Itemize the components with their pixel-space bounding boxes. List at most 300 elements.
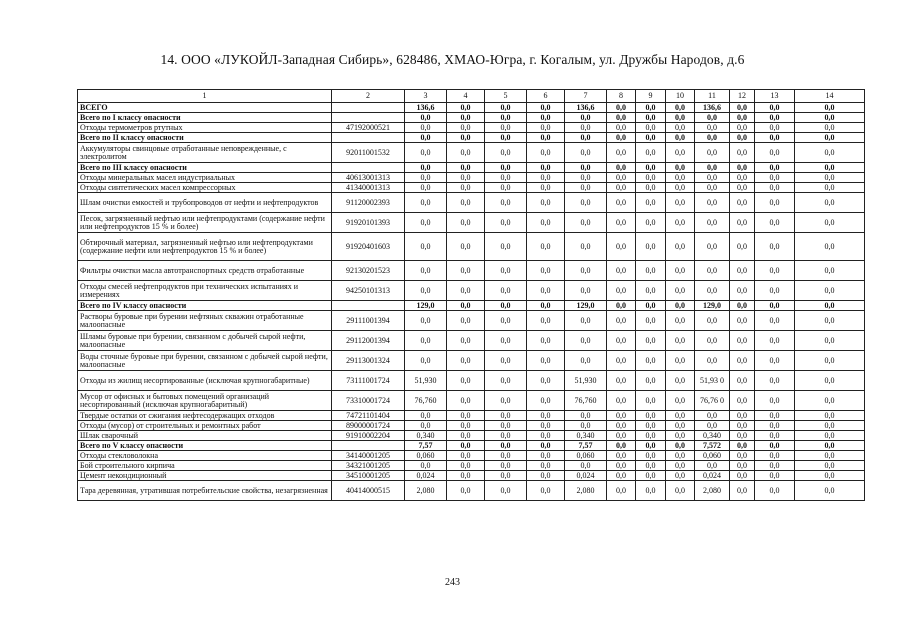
value-cell: 0,0 (795, 431, 865, 441)
value-cell: 0,0 (636, 173, 666, 183)
column-header: 9 (636, 90, 666, 103)
value-cell: 0,0 (636, 301, 666, 311)
value-cell: 0,0 (485, 163, 527, 173)
waste-row (78, 451, 865, 461)
fkko-code-cell: 29112001394 (332, 331, 405, 351)
waste-name-cell: Твердые остатки от сжигания нефтесодержащих отходов (78, 411, 332, 421)
value-cell: 0,0 (527, 371, 565, 391)
value-cell: 0,0 (730, 311, 755, 331)
value-cell: 0,0 (527, 113, 565, 123)
value-cell: 0,0 (636, 481, 666, 501)
value-cell: 0,0 (730, 471, 755, 481)
fkko-code-cell: 40414000515 (332, 481, 405, 501)
value-cell: 0,0 (666, 183, 695, 193)
value-cell: 0,0 (447, 311, 485, 331)
waste-row (78, 351, 865, 371)
value-cell: 0,0 (666, 371, 695, 391)
value-cell: 0,0 (795, 461, 865, 471)
value-cell: 0,0 (447, 441, 485, 451)
value-cell: 0,0 (666, 391, 695, 411)
value-cell: 0,0 (795, 133, 865, 143)
value-cell: 0,0 (636, 351, 666, 371)
fkko-code-cell (332, 113, 405, 123)
value-cell: 136,6 (405, 103, 447, 113)
fkko-code-cell (332, 441, 405, 451)
value-cell: 0,0 (636, 391, 666, 411)
value-cell: 0,0 (730, 193, 755, 213)
value-cell: 0,0 (636, 163, 666, 173)
value-cell: 0,0 (695, 233, 730, 261)
value-cell: 0,0 (607, 431, 636, 441)
value-cell: 0,0 (485, 421, 527, 431)
value-cell: 0,0 (607, 113, 636, 123)
column-header: 12 (730, 90, 755, 103)
fkko-code-cell: 74721101404 (332, 411, 405, 421)
value-cell: 0,0 (485, 233, 527, 261)
value-cell: 0,0 (755, 471, 795, 481)
value-cell: 0,0 (795, 213, 865, 233)
value-cell: 0,0 (405, 261, 447, 281)
waste-row (78, 233, 865, 261)
value-cell: 0,0 (636, 133, 666, 143)
value-cell: 0,0 (565, 173, 607, 183)
value-cell: 0,0 (527, 331, 565, 351)
value-cell: 0,0 (795, 471, 865, 481)
value-cell: 0,0 (485, 451, 527, 461)
value-cell: 0,0 (730, 391, 755, 411)
value-cell: 0,0 (485, 441, 527, 451)
value-cell: 0,0 (755, 193, 795, 213)
waste-row (78, 461, 865, 471)
value-cell: 0,0 (755, 163, 795, 173)
value-cell: 0,0 (527, 143, 565, 163)
fkko-code-cell: 73310001724 (332, 391, 405, 411)
waste-name-cell: Всего по II классу опасности (78, 133, 332, 143)
value-cell: 0,0 (447, 431, 485, 441)
value-cell: 0,0 (447, 261, 485, 281)
value-cell: 0,0 (636, 441, 666, 451)
value-cell: 0,0 (447, 163, 485, 173)
total-row (78, 103, 865, 113)
value-cell: 0,0 (695, 133, 730, 143)
value-cell: 0,0 (755, 421, 795, 431)
value-cell: 0,0 (565, 411, 607, 421)
value-cell: 76,76 0 (695, 391, 730, 411)
class-subtotal-row (78, 113, 865, 123)
class-subtotal-row (78, 301, 865, 311)
fkko-code-cell: 73111001724 (332, 371, 405, 391)
value-cell: 0,0 (695, 351, 730, 371)
waste-row (78, 481, 865, 501)
value-cell: 0,0 (527, 351, 565, 371)
value-cell: 0,0 (607, 481, 636, 501)
value-cell: 0,0 (527, 301, 565, 311)
waste-row (78, 431, 865, 441)
value-cell: 0,060 (695, 451, 730, 461)
value-cell: 0,0 (695, 163, 730, 173)
value-cell: 0,0 (695, 113, 730, 123)
value-cell: 0,0 (565, 163, 607, 173)
value-cell: 0,0 (666, 351, 695, 371)
value-cell: 0,0 (666, 103, 695, 113)
column-header: 7 (565, 90, 607, 103)
fkko-code-cell (332, 301, 405, 311)
value-cell: 0,0 (666, 133, 695, 143)
class-subtotal-row (78, 163, 865, 173)
value-cell: 0,0 (607, 143, 636, 163)
value-cell: 0,0 (636, 113, 666, 123)
waste-name-cell: Песок, загрязненный нефтью или нефтепродуктами (содержание нефти или нефтепродуктов 15 % и более) (78, 213, 332, 233)
value-cell: 0,0 (795, 123, 865, 133)
value-cell: 0,0 (447, 173, 485, 183)
fkko-code-cell: 94250101313 (332, 281, 405, 301)
waste-name-cell: Шлам очистки емкостей и трубопроводов от нефти и нефтепродуктов (78, 193, 332, 213)
value-cell: 0,0 (607, 411, 636, 421)
column-header: 2 (332, 90, 405, 103)
value-cell: 0,0 (666, 261, 695, 281)
value-cell: 0,0 (636, 371, 666, 391)
value-cell: 0,0 (666, 123, 695, 133)
value-cell: 0,0 (527, 311, 565, 331)
value-cell: 0,0 (565, 143, 607, 163)
value-cell: 0,0 (405, 233, 447, 261)
value-cell: 0,0 (795, 143, 865, 163)
value-cell: 0,0 (447, 183, 485, 193)
value-cell: 0,0 (447, 391, 485, 411)
value-cell: 0,0 (447, 113, 485, 123)
value-cell: 0,0 (607, 261, 636, 281)
value-cell: 0,0 (607, 103, 636, 113)
value-cell: 0,0 (636, 103, 666, 113)
column-header: 4 (447, 90, 485, 103)
waste-row (78, 143, 865, 163)
value-cell: 0,0 (447, 481, 485, 501)
value-cell: 0,0 (607, 163, 636, 173)
value-cell: 0,0 (755, 261, 795, 281)
waste-name-cell: Шлак сварочный (78, 431, 332, 441)
value-cell: 0,0 (730, 261, 755, 281)
value-cell: 0,0 (636, 421, 666, 431)
waste-name-cell: Мусор от офисных и бытовых помещений организаций несортированный (исключая крупногабаритный) (78, 391, 332, 411)
value-cell: 0,0 (695, 213, 730, 233)
value-cell: 0,0 (795, 311, 865, 331)
value-cell: 0,0 (527, 123, 565, 133)
waste-name-cell: Обтирочный материал, загрязненный нефтью или нефтепродуктами (содержание нефти или нефтепродуктов 15 % и более) (78, 233, 332, 261)
value-cell: 0,0 (565, 193, 607, 213)
value-cell: 0,0 (607, 311, 636, 331)
value-cell: 0,0 (666, 331, 695, 351)
value-cell: 0,0 (666, 471, 695, 481)
waste-name-cell: Аккумуляторы свинцовые отработанные неповрежденные, с электролитом (78, 143, 332, 163)
value-cell: 0,0 (795, 261, 865, 281)
value-cell: 0,0 (607, 123, 636, 133)
fkko-code-cell: 47192000521 (332, 123, 405, 133)
value-cell: 0,0 (485, 133, 527, 143)
value-cell: 0,0 (447, 421, 485, 431)
value-cell: 0,0 (405, 163, 447, 173)
waste-row (78, 411, 865, 421)
waste-table (77, 89, 865, 501)
waste-row (78, 421, 865, 431)
value-cell: 0,0 (755, 123, 795, 133)
value-cell: 0,060 (565, 451, 607, 461)
value-cell: 0,0 (405, 331, 447, 351)
value-cell: 0,0 (795, 163, 865, 173)
fkko-code-cell: 34140001205 (332, 451, 405, 461)
value-cell: 0,0 (527, 183, 565, 193)
value-cell: 0,0 (795, 173, 865, 183)
value-cell: 0,0 (607, 331, 636, 351)
value-cell: 0,0 (405, 113, 447, 123)
value-cell: 51,93 0 (695, 371, 730, 391)
value-cell: 0,0 (565, 311, 607, 331)
waste-name-cell: Цемент некондиционный (78, 471, 332, 481)
value-cell: 0,0 (755, 481, 795, 501)
value-cell: 0,0 (527, 261, 565, 281)
value-cell: 0,0 (730, 331, 755, 351)
waste-name-cell: Шламы буровые при бурении, связанном с добычей сырой нефти, малоопасные (78, 331, 332, 351)
fkko-code-cell (332, 103, 405, 113)
value-cell: 0,0 (730, 143, 755, 163)
fkko-code-cell: 34510001205 (332, 471, 405, 481)
value-cell: 0,0 (695, 421, 730, 431)
value-cell: 0,0 (755, 371, 795, 391)
waste-row (78, 173, 865, 183)
value-cell: 0,0 (447, 193, 485, 213)
value-cell: 7,572 (695, 441, 730, 451)
value-cell: 0,0 (795, 233, 865, 261)
value-cell: 0,0 (405, 311, 447, 331)
value-cell: 0,0 (405, 143, 447, 163)
value-cell: 0,0 (607, 421, 636, 431)
value-cell: 0,0 (527, 163, 565, 173)
waste-name-cell: Всего по IV классу опасности (78, 301, 332, 311)
value-cell: 0,0 (795, 351, 865, 371)
fkko-code-cell: 89000001724 (332, 421, 405, 431)
fkko-code-cell: 29111001394 (332, 311, 405, 331)
value-cell: 0,0 (695, 183, 730, 193)
value-cell: 0,0 (795, 193, 865, 213)
value-cell: 0,0 (730, 281, 755, 301)
value-cell: 0,0 (795, 411, 865, 421)
value-cell: 0,0 (485, 183, 527, 193)
value-cell: 0,0 (666, 213, 695, 233)
value-cell: 129,0 (695, 301, 730, 311)
table-body (78, 90, 865, 501)
value-cell: 0,0 (447, 371, 485, 391)
value-cell: 0,0 (666, 163, 695, 173)
page-number: 243 (445, 577, 460, 588)
value-cell: 0,0 (695, 261, 730, 281)
value-cell: 0,0 (527, 391, 565, 411)
fkko-code-cell (332, 133, 405, 143)
value-cell: 0,0 (527, 481, 565, 501)
value-cell: 0,0 (730, 481, 755, 501)
class-subtotal-row (78, 441, 865, 451)
value-cell: 0,340 (695, 431, 730, 441)
value-cell: 0,0 (695, 123, 730, 133)
value-cell: 0,0 (607, 213, 636, 233)
value-cell: 0,0 (636, 183, 666, 193)
value-cell: 0,0 (405, 351, 447, 371)
value-cell: 0,0 (695, 193, 730, 213)
value-cell: 0,0 (730, 301, 755, 311)
value-cell: 0,0 (527, 103, 565, 113)
value-cell: 0,340 (565, 431, 607, 441)
value-cell: 0,0 (565, 213, 607, 233)
value-cell: 0,0 (695, 143, 730, 163)
fkko-code-cell: 40613001313 (332, 173, 405, 183)
value-cell: 0,0 (730, 133, 755, 143)
value-cell: 129,0 (565, 301, 607, 311)
waste-name-cell: Растворы буровые при бурении нефтяных скважин отработанные малоопасные (78, 311, 332, 331)
header-row (78, 90, 865, 103)
fkko-code-cell: 91920401603 (332, 233, 405, 261)
value-cell: 0,0 (405, 173, 447, 183)
value-cell: 0,0 (607, 233, 636, 261)
waste-row (78, 471, 865, 481)
value-cell: 0,0 (527, 411, 565, 421)
value-cell: 0,0 (730, 421, 755, 431)
value-cell: 0,0 (755, 213, 795, 233)
value-cell: 0,0 (730, 451, 755, 461)
waste-row (78, 213, 865, 233)
value-cell: 0,0 (485, 213, 527, 233)
waste-row (78, 311, 865, 331)
waste-row (78, 371, 865, 391)
value-cell: 0,0 (755, 461, 795, 471)
value-cell: 0,0 (795, 371, 865, 391)
column-header: 8 (607, 90, 636, 103)
value-cell: 0,0 (607, 391, 636, 411)
value-cell: 0,0 (447, 471, 485, 481)
value-cell: 0,0 (755, 411, 795, 421)
value-cell: 0,0 (565, 421, 607, 431)
value-cell: 0,0 (636, 461, 666, 471)
value-cell: 0,0 (485, 301, 527, 311)
value-cell: 0,0 (755, 301, 795, 311)
value-cell: 0,0 (695, 411, 730, 421)
value-cell: 0,0 (485, 481, 527, 501)
value-cell: 0,0 (527, 213, 565, 233)
value-cell: 0,0 (527, 451, 565, 461)
value-cell: 0,0 (636, 471, 666, 481)
value-cell: 0,0 (666, 451, 695, 461)
class-subtotal-row (78, 133, 865, 143)
value-cell: 0,0 (695, 461, 730, 471)
waste-row (78, 261, 865, 281)
value-cell: 51,930 (405, 371, 447, 391)
waste-row (78, 391, 865, 411)
fkko-code-cell: 92130201523 (332, 261, 405, 281)
value-cell: 0,0 (755, 281, 795, 301)
value-cell: 0,0 (607, 133, 636, 143)
value-cell: 0,0 (485, 261, 527, 281)
value-cell: 0,0 (730, 351, 755, 371)
value-cell: 0,0 (636, 143, 666, 163)
value-cell: 0,0 (755, 113, 795, 123)
value-cell: 0,0 (795, 281, 865, 301)
value-cell: 0,0 (730, 103, 755, 113)
value-cell: 0,0 (405, 421, 447, 431)
value-cell: 76,760 (565, 391, 607, 411)
value-cell: 0,0 (666, 173, 695, 183)
value-cell: 0,0 (447, 123, 485, 133)
value-cell: 0,0 (666, 481, 695, 501)
column-header: 6 (527, 90, 565, 103)
waste-name-cell: Отходы термометров ртутных (78, 123, 332, 133)
fkko-code-cell: 91120002393 (332, 193, 405, 213)
value-cell: 2,080 (565, 481, 607, 501)
value-cell: 0,0 (666, 421, 695, 431)
value-cell: 0,0 (565, 183, 607, 193)
value-cell: 0,0 (447, 301, 485, 311)
value-cell: 0,0 (447, 411, 485, 421)
value-cell: 0,024 (565, 471, 607, 481)
value-cell: 0,0 (666, 441, 695, 451)
value-cell: 0,0 (666, 411, 695, 421)
value-cell: 0,0 (795, 451, 865, 461)
value-cell: 0,0 (447, 133, 485, 143)
value-cell: 0,0 (485, 371, 527, 391)
value-cell: 0,0 (636, 261, 666, 281)
value-cell: 0,0 (636, 233, 666, 261)
value-cell: 0,0 (405, 411, 447, 421)
value-cell: 0,0 (755, 391, 795, 411)
value-cell: 2,080 (405, 481, 447, 501)
waste-name-cell: Всего по I классу опасности (78, 113, 332, 123)
value-cell: 0,0 (485, 113, 527, 123)
value-cell: 0,0 (666, 233, 695, 261)
value-cell: 0,0 (485, 411, 527, 421)
value-cell: 0,0 (636, 281, 666, 301)
value-cell: 0,0 (405, 133, 447, 143)
value-cell: 0,0 (636, 331, 666, 351)
value-cell: 0,0 (755, 143, 795, 163)
value-cell: 0,0 (405, 193, 447, 213)
value-cell: 0,0 (447, 351, 485, 371)
fkko-code-cell (332, 163, 405, 173)
value-cell: 0,0 (755, 431, 795, 441)
value-cell: 0,0 (607, 371, 636, 391)
value-cell: 0,0 (607, 451, 636, 461)
value-cell: 0,0 (636, 451, 666, 461)
value-cell: 0,0 (695, 281, 730, 301)
value-cell: 0,0 (730, 411, 755, 421)
value-cell: 0,0 (755, 331, 795, 351)
value-cell: 0,0 (405, 461, 447, 471)
value-cell: 0,0 (485, 173, 527, 183)
value-cell: 0,0 (447, 281, 485, 301)
column-header: 14 (795, 90, 865, 103)
value-cell: 0,0 (527, 441, 565, 451)
value-cell: 0,0 (565, 461, 607, 471)
value-cell: 0,0 (527, 133, 565, 143)
value-cell: 0,0 (730, 213, 755, 233)
value-cell: 2,080 (695, 481, 730, 501)
value-cell: 7,57 (405, 441, 447, 451)
fkko-code-cell: 92011001532 (332, 143, 405, 163)
waste-name-cell: Всего по V классу опасности (78, 441, 332, 451)
value-cell: 0,0 (666, 143, 695, 163)
value-cell: 0,0 (636, 123, 666, 133)
column-header: 10 (666, 90, 695, 103)
value-cell: 0,0 (607, 441, 636, 451)
waste-name-cell: Тара деревянная, утратившая потребительские свойства, незагрязненная (78, 481, 332, 501)
waste-name-cell: Отходы (мусор) от строительных и ремонтных работ (78, 421, 332, 431)
fkko-code-cell: 34321001205 (332, 461, 405, 471)
value-cell: 0,0 (695, 173, 730, 183)
